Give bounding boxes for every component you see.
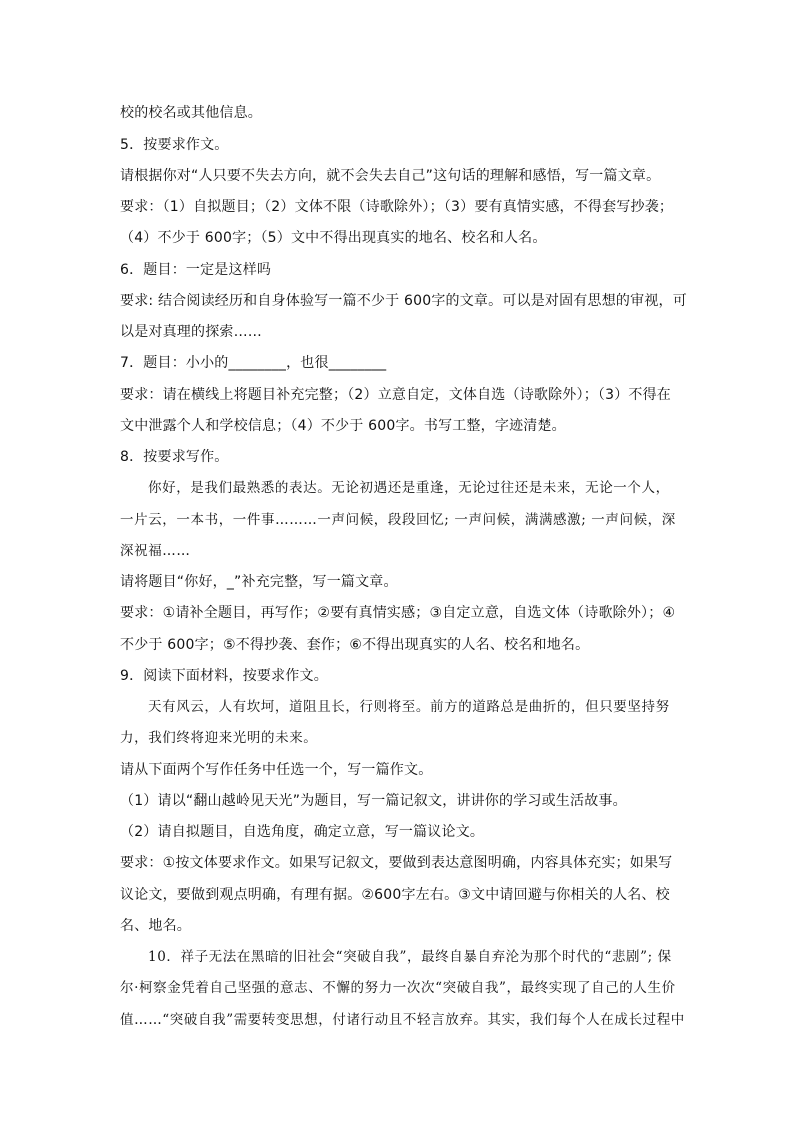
- text-line: 要求：①按文体要求作文。如果写记叙文，要做到表达意图明确，内容具体充实；如果写: [120, 855, 673, 871]
- material-line: 尔·柯察金凭着自己坚强的意志、不懈的努力一次次“突破自我”，最终实现了自己的人生价: [120, 980, 676, 996]
- material-line: 天有风云，人有坎坷，道阻且长，行则将至。前方的道路总是曲折的，但只要坚持努: [148, 699, 670, 715]
- text-line: （2）请自拟题目，自选角度，确定立意，写一篇议论文。: [120, 824, 485, 840]
- text-line: 议论文，要做到观点明确，有理有据。②600字左右。③文中请回避与你相关的人名、校: [120, 887, 670, 903]
- text-line: 要求: 结合阅读经历和自身体验写一篇不少于 600字的文章。可以是对固有思想的审视，可: [120, 293, 687, 309]
- text-line: 要求：（1）自拟题目；（2）文体不限（诗歌除外）；（3）要有真情实感，不得套写抄袭；: [120, 199, 674, 215]
- text-line: 校的校名或其他信息。: [120, 105, 262, 121]
- material-line: 你好，是我们最熟悉的表达。无论初遇还是重逢，无论过往还是未来，无论一个人，: [148, 480, 670, 496]
- material-line: 一片云，一本书，一件事………一声问候，段段回忆; 一声问候，满满感激; 一声问候，深: [120, 512, 676, 528]
- question-10-line: 10．祥子无法在黑暗的旧社会“突破自我”，最终自暴自弃沦为那个时代的“悲剧”; 保: [148, 949, 672, 965]
- material-line: 值……“突破自我”需要转变思想，付诸行动且不轻言放弃。其实，我们每个人在成长过程中: [120, 1012, 685, 1028]
- text-line: 请根据你对“人只要不失去方向，就不会失去自己”这句话的理解和感悟，写一篇文章。: [120, 168, 661, 184]
- text-line: 不少于 600字；⑤不得抄袭、套作；⑥不得出现真实的人名、校名和地名。: [120, 637, 590, 653]
- text-line: 请将题目“你好，_”补充完整，写一篇文章。: [120, 574, 398, 590]
- question-7-heading: 7．题目：小小的________，也很________: [120, 355, 387, 371]
- text-line: 请从下面两个写作任务中任选一个，写一篇作文。: [120, 762, 433, 778]
- text-line: （1）请以“翻山越岭见天光”为题目，写一篇记叙文，讲讲你的学习或生活故事。: [120, 793, 627, 809]
- question-5-heading: 5．按要求作文。: [120, 137, 229, 153]
- text-line: 要求：①请补全题目，再写作；②要有真情实感；③自定立意，自选文体（诗歌除外）；④: [120, 605, 676, 621]
- text-line: 要求：请在横线上将题目补充完整；（2）立意自定，文体自选（诗歌除外）；（3）不得在: [120, 387, 672, 403]
- question-6-heading: 6．题目：一定是这样吗: [120, 262, 272, 278]
- question-8-heading: 8．按要求写作。: [120, 449, 229, 465]
- text-line: 文中泄露个人和学校信息；（4）不少于 600字。书写工整，字迹清楚。: [120, 418, 566, 434]
- question-9-heading: 9．阅读下面材料，按要求作文。: [120, 668, 328, 684]
- material-line: 力，我们终将迎来光明的未来。: [120, 730, 318, 746]
- text-line: （4）不少于 600字；（5）文中不得出现真实的地名、校名和人名。: [120, 230, 547, 246]
- text-line: 以是对真理的探索……: [120, 324, 262, 340]
- text-line: 名、地名。: [120, 918, 191, 934]
- material-line: 深祝福……: [120, 543, 191, 559]
